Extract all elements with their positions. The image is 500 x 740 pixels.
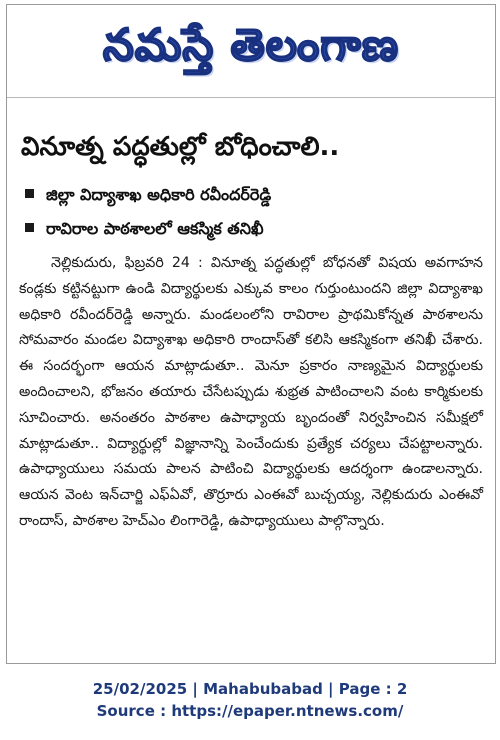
footer-source-link: Source : https://epaper.ntnews.com/ — [96, 702, 404, 720]
subheading-bullet — [25, 217, 495, 241]
masthead-divider — [7, 97, 495, 98]
bullet-square-icon — [25, 223, 34, 232]
masthead-title: నమస్తే తెలంగాణ — [102, 20, 400, 71]
bullet-square-icon — [25, 189, 34, 198]
article-headline: వినూత్న పద్ధతుల్లో బోధించాలి.. — [21, 132, 340, 162]
article-body-text: నెల్లికుదురు, ఫిబ్రవరి 24 : వినూత్న పద్ధతుల్లో బోధనతో విషయ అవగాహన కండ్లకు కట్టినట్టుగా ఉండి విద్యార్థులకు ఎక్కువ కాలం గుర్తుంటుందని జిల్లా విద్యాశాఖ అధికారి రవీందర్‌రెడ్డి అన్నారు. మండలంలోని రావిరాల ప్రాథమికోన్నత పాఠశాలను సోమవారం మండల విద్యాశాఖ అధికారి రాందాస్‌తో కలిసి ఆకస్మికంగా తనిఖీ చేశారు. ఈ సందర్భంగా ఆయన మాట్లాడుతూ.. మెనూ ప్రకారం నాణ్యమైన విద్యార్థులకు అందించాలని, భోజనం తయారు చేసేటప్పుడు శుభ్రత పాటించాలని వంట కార్మికులకు సూచించారు. అనంతరం పాఠశాల ఉపాధ్యాయ బృందంతో నిర్వహించిన సమీక్షలో మాట్లాడుతూ.. విద్యార్థుల్లో విజ్ఞానాన్ని పెంచేందుకు ప్రత్యేక చర్యలు చేపట్టాలన్నారు. ఉపాధ్యాయులు సమయ పాలన పాటించి విద్యార్థులకు ఆదర్శంగా ఉండాలన్నారు. ఆయన వెంట ఇన్‌చార్జి ఎఫ్‌ఏవో, తొర్రూరు ఎంఈవో బుచ్చయ్య, నెల్లికుదురు ఎంఈవో రాందాస్, పాఠశాల హెచ్‌ఎం లింగారెడ్డి, ఉపాధ్యాయులు పాల్గొన్నారు. — [19, 255, 483, 529]
subheading-text: రావిరాల పాఠశాలలో ఆకస్మిక తనిఖీ — [46, 219, 264, 238]
newspaper-clipping — [6, 4, 496, 664]
article-body — [19, 251, 483, 535]
newspaper-masthead — [7, 5, 495, 97]
subheading-text: జిల్లా విద్యాశాఖ అధికారి రవీందర్‌రెడ్డి — [46, 185, 272, 204]
subheading-bullet — [25, 183, 495, 207]
footer-meta: 25/02/2025 | Mahabubabad | Page : 2 — [92, 680, 408, 698]
